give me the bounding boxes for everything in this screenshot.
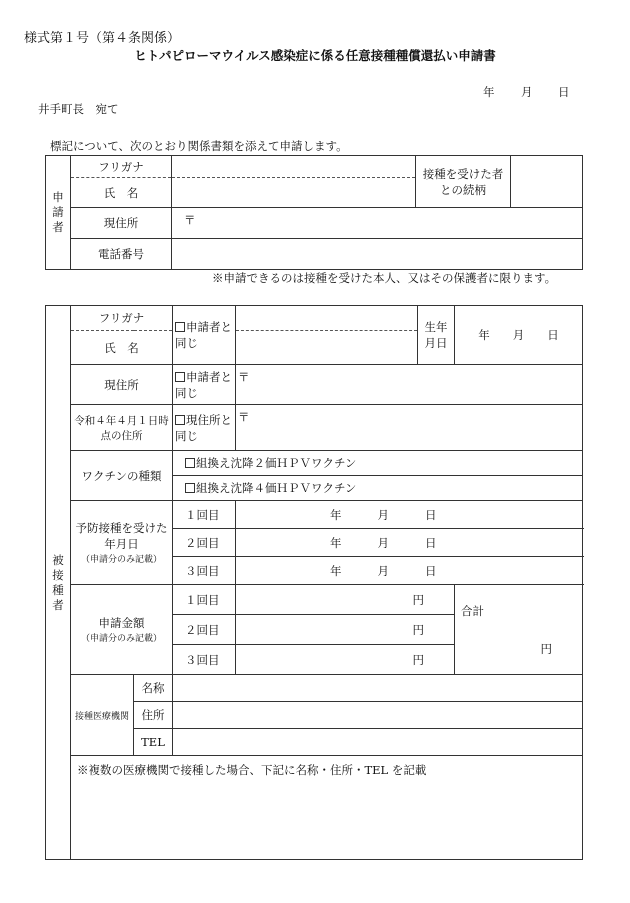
r4-address-field[interactable]: [236, 405, 583, 451]
intro-text: 標記について、次のとおり関係書類を添えて申請します。: [50, 139, 348, 153]
vaccine-option-label: 組換え沈降４価ＨＰＶワクチン: [196, 481, 357, 495]
applicant-name-label: 氏 名: [71, 178, 172, 208]
dose-3-date-field[interactable]: 年 月 日: [236, 557, 583, 585]
checkbox-icon: [175, 372, 185, 382]
checkbox-icon: [175, 322, 185, 332]
date-year-label: 年: [483, 85, 495, 99]
checkbox-label: 申請者と同じ: [175, 369, 232, 400]
applicant-note: ※申請できるのは接種を受けた本人、又はその保護者に限ります。: [212, 271, 557, 285]
relation-label: 接種を受けた者との続柄: [416, 156, 511, 208]
postal-mark: 〒: [184, 213, 196, 227]
applicant-name-field[interactable]: [172, 178, 416, 208]
birthdate-field[interactable]: [455, 306, 583, 365]
checkbox-icon: [185, 483, 195, 493]
checkbox-icon: [185, 458, 195, 468]
year-label: 年: [478, 328, 490, 342]
postal-mark: 〒: [238, 410, 250, 424]
recipient-address-label: 現住所: [71, 365, 173, 405]
applicant-table: [45, 155, 583, 270]
vaccine-option-bivalent[interactable]: [173, 451, 583, 476]
clinic-tel-field[interactable]: [173, 729, 583, 756]
dose-2-date-field[interactable]: 年 月 日: [236, 529, 583, 557]
amount-dose-1-label: １回目: [173, 585, 236, 615]
r4-address-label: 令和４年４月１日時点の住所: [71, 405, 173, 451]
applicant-phone-label: 電話番号: [71, 239, 172, 270]
dose-2-label: ２回目: [173, 529, 236, 557]
vaccine-option-quadrivalent[interactable]: [173, 476, 583, 501]
applicant-furigana-label: フリガナ: [71, 156, 172, 178]
dose-1-label: １回目: [173, 501, 236, 529]
amount-dose-2-label: ２回目: [173, 615, 236, 645]
amount-dose-3-label: ３回目: [173, 645, 236, 675]
day-label: 日: [547, 328, 559, 342]
same-as-applicant-address-checkbox[interactable]: [173, 365, 236, 405]
recipient-name-label: 氏 名: [71, 331, 173, 365]
clinic-tel-label: TEL: [134, 729, 173, 756]
applicant-phone-field[interactable]: [172, 239, 583, 270]
same-as-current-address-checkbox[interactable]: [173, 405, 236, 451]
amount-dose-1-field[interactable]: 円: [236, 585, 455, 615]
applicant-furigana-field[interactable]: [172, 156, 416, 178]
vaccination-date-label: 予防接種を受けた年月日 （申請分のみ記載）: [71, 501, 173, 585]
dose-3-label: ３回目: [173, 557, 236, 585]
birthdate-label: 生年月日: [418, 306, 455, 365]
same-as-applicant-checkbox[interactable]: [173, 306, 236, 365]
clinic-address-label: 住所: [134, 702, 173, 729]
vaccine-type-label: ワクチンの種類: [71, 451, 173, 501]
checkbox-label: 申請者と同じ: [175, 320, 232, 350]
document-title: ヒトパピローマウイルス感染症に係る任意接種種償還払い申請書: [134, 48, 496, 63]
form-number: 様式第１号（第４条関係）: [24, 31, 181, 46]
relation-field[interactable]: [511, 156, 583, 208]
date-month-label: 月: [521, 85, 533, 99]
recipient-section-label: 被接種者: [46, 306, 71, 860]
recipient-address-field[interactable]: [236, 365, 583, 405]
clinic-name-label: 名称: [134, 675, 173, 702]
clinic-address-field[interactable]: [173, 702, 583, 729]
checkbox-label: 現住所と同じ: [175, 412, 232, 443]
postal-mark: 〒: [238, 370, 250, 384]
clinic-name-field[interactable]: [173, 675, 583, 702]
dose-1-date-field[interactable]: 年 月 日: [236, 501, 583, 529]
vaccine-option-label: 組換え沈降２価ＨＰＶワクチン: [196, 456, 357, 470]
checkbox-icon: [175, 415, 185, 425]
recipient-name-field[interactable]: [236, 331, 418, 365]
amount-dose-3-field[interactable]: 円: [236, 645, 455, 675]
multi-clinic-area[interactable]: [71, 756, 583, 860]
amount-label: 申請金額 （申請分のみ記載）: [71, 585, 173, 675]
applicant-section-label: 申請者: [46, 156, 71, 270]
applicant-address-label: 現住所: [71, 208, 172, 239]
addressee: 井手町長 宛て: [38, 102, 119, 116]
total-label: 合計: [461, 604, 484, 618]
applicant-address-field[interactable]: [172, 208, 583, 239]
recipient-table: [45, 305, 583, 860]
multi-clinic-note: ※複数の医療機関で接種した場合、下記に名称・住所・TEL を記載: [77, 763, 427, 777]
recipient-furigana-field[interactable]: [236, 306, 418, 331]
amount-dose-2-field[interactable]: 円: [236, 615, 455, 645]
amount-total-field[interactable]: 合計 円: [455, 585, 583, 675]
month-label: 月: [512, 328, 525, 342]
clinic-label: 接種医療機関: [71, 675, 134, 756]
recipient-furigana-label: フリガナ: [71, 306, 173, 331]
date-day-label: 日: [558, 85, 570, 99]
